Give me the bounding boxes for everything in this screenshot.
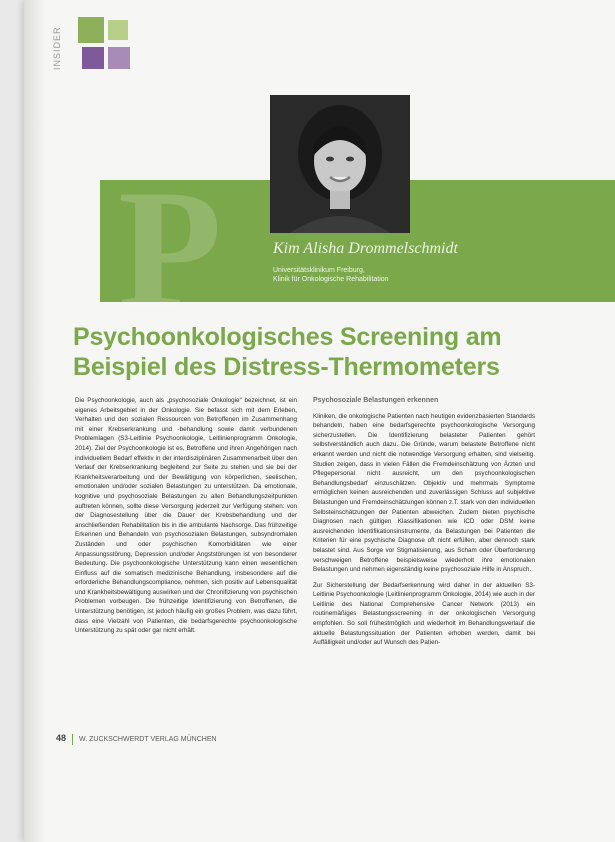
page-gutter-shadow (24, 0, 46, 842)
decorative-letter: P (118, 155, 222, 343)
body-paragraph: Die Psychoonkologie, auch als „psychosoziale Onkologie“ bezeichnet, ist ein eigenes Arbeitsgebiet in der Onkologie. Sie befasst sich mit dem Erleben, Verhalten und den sozialen Ressourcen von Betroffenen im Zusammenhang mit einer Krebserkrankung und ‑behandlung sowie damit verbundenen Problemlagen (S3-Leitlinie Psychoonkologie, Leitlinienprogramm Onkologie, 2014). Ziel der Psychoonkologie ist es, Betroffene und ihren Angehörigen nach individuellem Bedarf effektiv in der interdisziplinären Zusammenarbeit über den Verlauf der Krebserkrankung begleitend zur Seite zu stehen und sie bei der Krankheitsverarbeitung und der Bewältigung von körperlichen, seelischen, emotionalen und/oder sozialen Belastungen zu unterstützen. Da emotionale, kognitive und psychosoziale Belastungen zu allen Behandlungszeitpunkten auftreten können, sollte diese Versorgung jederzeit zur Verfügung stehen: von der Diagnosestellung über die Dauer der Krebsbehandlung und der anschließenden Rehabilitation bis in die ambulante Nachsorge. Das frühzeitige Erkennen und Behandeln von psychosozialen Belastungen, subsyndromalen Zuständen und oder psychischen Komorbiditäten wie einer Anpassungsstörung, Depression und/oder Angststörungen ist von besonderer Bedeutung. Die psychoonkologische Unterstützung kann einen wesentlichen Einfluss auf die somatisch medizinische Behandlung, insbesondere auf die erforderliche Behandlungscompliance, nehmen, sich positiv auf Lebensqualität und Krankheitsbewältigung auswirken und der Chronifizierung von psychischen Problemen vorbeugen. Die frühzeitige Identifizierung von Betroffenen, die Unterstützung benötigen, ist jedoch häufig ein großes Problem, was dazu führt, dass eine Vielzahl von Patienten, die bedarfsgerechte psychoonkologische Unterstützung zu spät oder gar nicht erhält. (75, 397, 297, 635)
square-mauve (108, 47, 130, 69)
portrait-illustration (270, 95, 410, 233)
body-paragraph: Zur Sicherstellung der Bedarfserkennung wird daher in der aktuellen S3-Leitlinie Psychoonkologie (Leitlinienprogramm Onkologie, 2014) wie auch in der Leitlinie des National Comprehensive Cancer Network (2013) ein routinemäßiges Belastungsscreening in der onkologischen Versorgung empfohlen. So soll frühestmöglich und wiederholt im Behandlungsverlauf die aktuelle Belastungssituation der Patienten erhoben werden, damit bei Auffälligkeit und/oder auf Wunsch des Patien- (313, 581, 535, 647)
section-label: INSIDER (52, 26, 62, 70)
article-title: Psychoonkologisches Screening am Beispiel des Distress-Thermometers (73, 323, 502, 381)
publisher-name: W. ZUCKSCHWERDT VERLAG MÜNCHEN (79, 736, 217, 743)
author-name: Kim Alisha Drommelschmidt (273, 240, 458, 257)
author-photo (270, 95, 410, 233)
square-purple (82, 47, 104, 69)
square-olive (78, 17, 104, 43)
article-right-column (313, 396, 535, 754)
author-affiliation (273, 266, 389, 284)
affiliation-line-2: Klinik für Onkologische Rehabilitation (273, 276, 389, 283)
page-footer (56, 733, 217, 745)
article-left-column (75, 396, 297, 754)
section-subheading: Psychosoziale Belastungen erkennen (313, 397, 439, 404)
body-paragraph: Kliniken, die onkologische Patienten nach heutigen evidenzbasierten Standards behandeln, haben eine bedarfsgerechte psychoonkologische Versorgung sicherzustellen. Die Identifizierung belasteter Patienten gehört selbstverständlich auch dazu. Die Gründe, warum belastete Betroffene nicht erkannt werden und nicht die notwendige Versorgung erhalten, sind vielseitig. Studien zeigen, dass in vielen Fällen die Fremdeinschätzung von Ärzten und Pflegepersonal nicht ausreicht, um den psychoonkologischen Behandlungsbedarf einzuschätzen. Objektiv und mehrmals Symptome ermöglichen keinen ausreichenden und zuverlässigen Schluss auf subjektive Belastungen und Fremdeinschätzungen können z.T. stark von den individuellen Selbsteinschätzungen der Patienten abweichen. Zudem bieten psychische Diagnosen nach gültigen Klassifikationen wie ICD oder DSM keine ausreichenden Identifikationsinstrumente, da Belastungen bei Patienten die Kriterien für eine psychische Diagnose oft nicht erfüllen, aber dennoch stark belastet sind. Aus Sorge vor Stigmatisierung, aus Scham oder Überforderung verschweigen Betroffene beispielsweise wiederholt ihre emotionalen Belastungen und nehmen eigenständig keine psychosoziale Hilfe in Anspruch. (313, 412, 535, 574)
page-number: 48 (56, 733, 67, 743)
affiliation-line-1: Universitätsklinikum Freiburg, (273, 267, 365, 274)
square-light (108, 20, 128, 40)
footer-divider (72, 734, 73, 745)
